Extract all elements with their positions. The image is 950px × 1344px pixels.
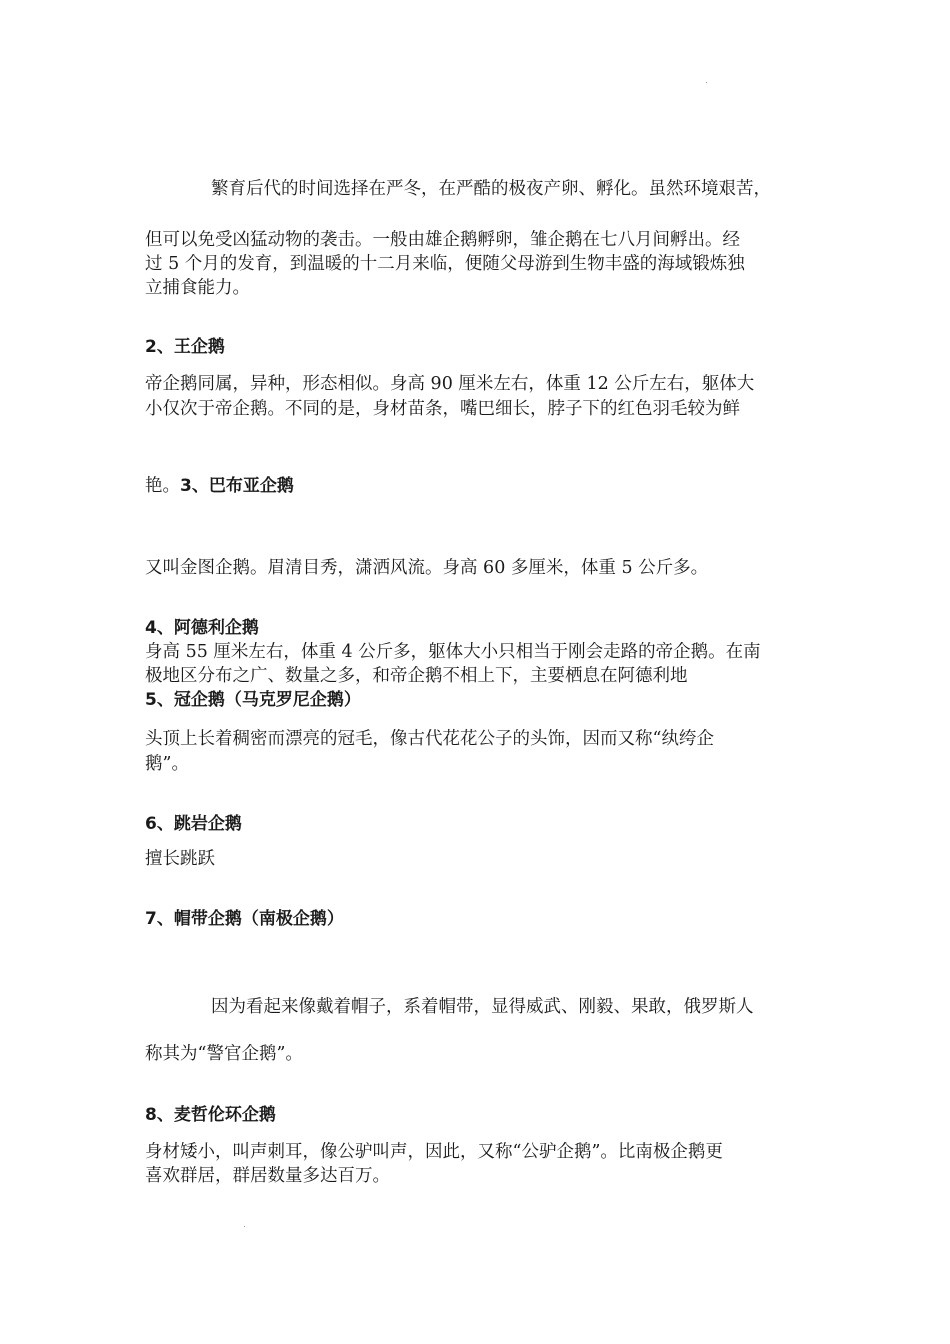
section-heading: 8、麦哲伦环企鹅 (145, 1105, 276, 1125)
paragraph-line: 因为看起来像戴着帽子，系着帽带，显得威武、刚毅、果敢，俄罗斯人 (211, 997, 754, 1017)
section-heading: 6、跳岩企鹅 (145, 814, 242, 834)
paragraph-line: 过 5 个月的发育，到温暖的十二月来临，便随父母游到生物丰盛的海域锻炼独 (145, 254, 745, 274)
paragraph-line: 喜欢群居，群居数量多达百万。 (145, 1166, 390, 1186)
section-heading: 3、巴布亚企鹅 (180, 476, 294, 496)
paragraph-line: 称其为“警官企鹅”。 (145, 1044, 303, 1064)
paragraph-line: 鹅”。 (145, 754, 189, 774)
paragraph-line: 立捕食能力。 (145, 278, 250, 298)
section-heading: 2、王企鹅 (145, 337, 225, 357)
paragraph-line: 擅长跳跃 (145, 849, 215, 869)
scan-dot (244, 1226, 245, 1227)
paragraph-line: 帝企鹅同属，异种，形态相似。身高 90 厘米左右，体重 12 公斤左右，躯体大 (145, 374, 755, 394)
scan-dot (706, 82, 707, 83)
paragraph-line: 身材矮小，叫声刺耳，像公驴叫声，因此，又称“公驴企鹅”。比南极企鹅更 (145, 1142, 723, 1162)
paragraph-line: 身高 55 厘米左右，体重 4 公斤多，躯体大小只相当于刚会走路的帝企鹅。在南 (145, 642, 761, 662)
section-heading: 4、阿德利企鹅 (145, 618, 259, 638)
paragraph-line: 极地区分布之广、数量之多，和帝企鹅不相上下，主要栖息在阿德利地 (145, 666, 688, 686)
paragraph-line: 繁育后代的时间选择在严冬，在严酷的极夜产卵、孵化。虽然环境艰苦， (211, 179, 771, 199)
section-heading: 7、帽带企鹅（南极企鹅） (145, 909, 344, 929)
paragraph-line: 小仅次于帝企鹅。不同的是，身材苗条，嘴巴细长，脖子下的红色羽毛较为鲜 (145, 399, 740, 419)
paragraph-line: 头顶上长着稠密而漂亮的冠毛，像古代花花公子的头饰，因而又称“纨绔企 (145, 729, 714, 749)
paragraph-line-with-heading (145, 474, 294, 498)
paragraph-line: 又叫金图企鹅。眉清目秀，潇洒风流。身高 60 多厘米，体重 5 公斤多。 (145, 558, 709, 578)
paragraph-fragment: 艳。 (145, 476, 180, 496)
section-heading: 5、冠企鹅（马克罗尼企鹅） (145, 690, 361, 710)
paragraph-line: 但可以免受凶猛动物的袭击。一般由雄企鹅孵卵，雏企鹅在七八月间孵出。经 (145, 230, 740, 250)
